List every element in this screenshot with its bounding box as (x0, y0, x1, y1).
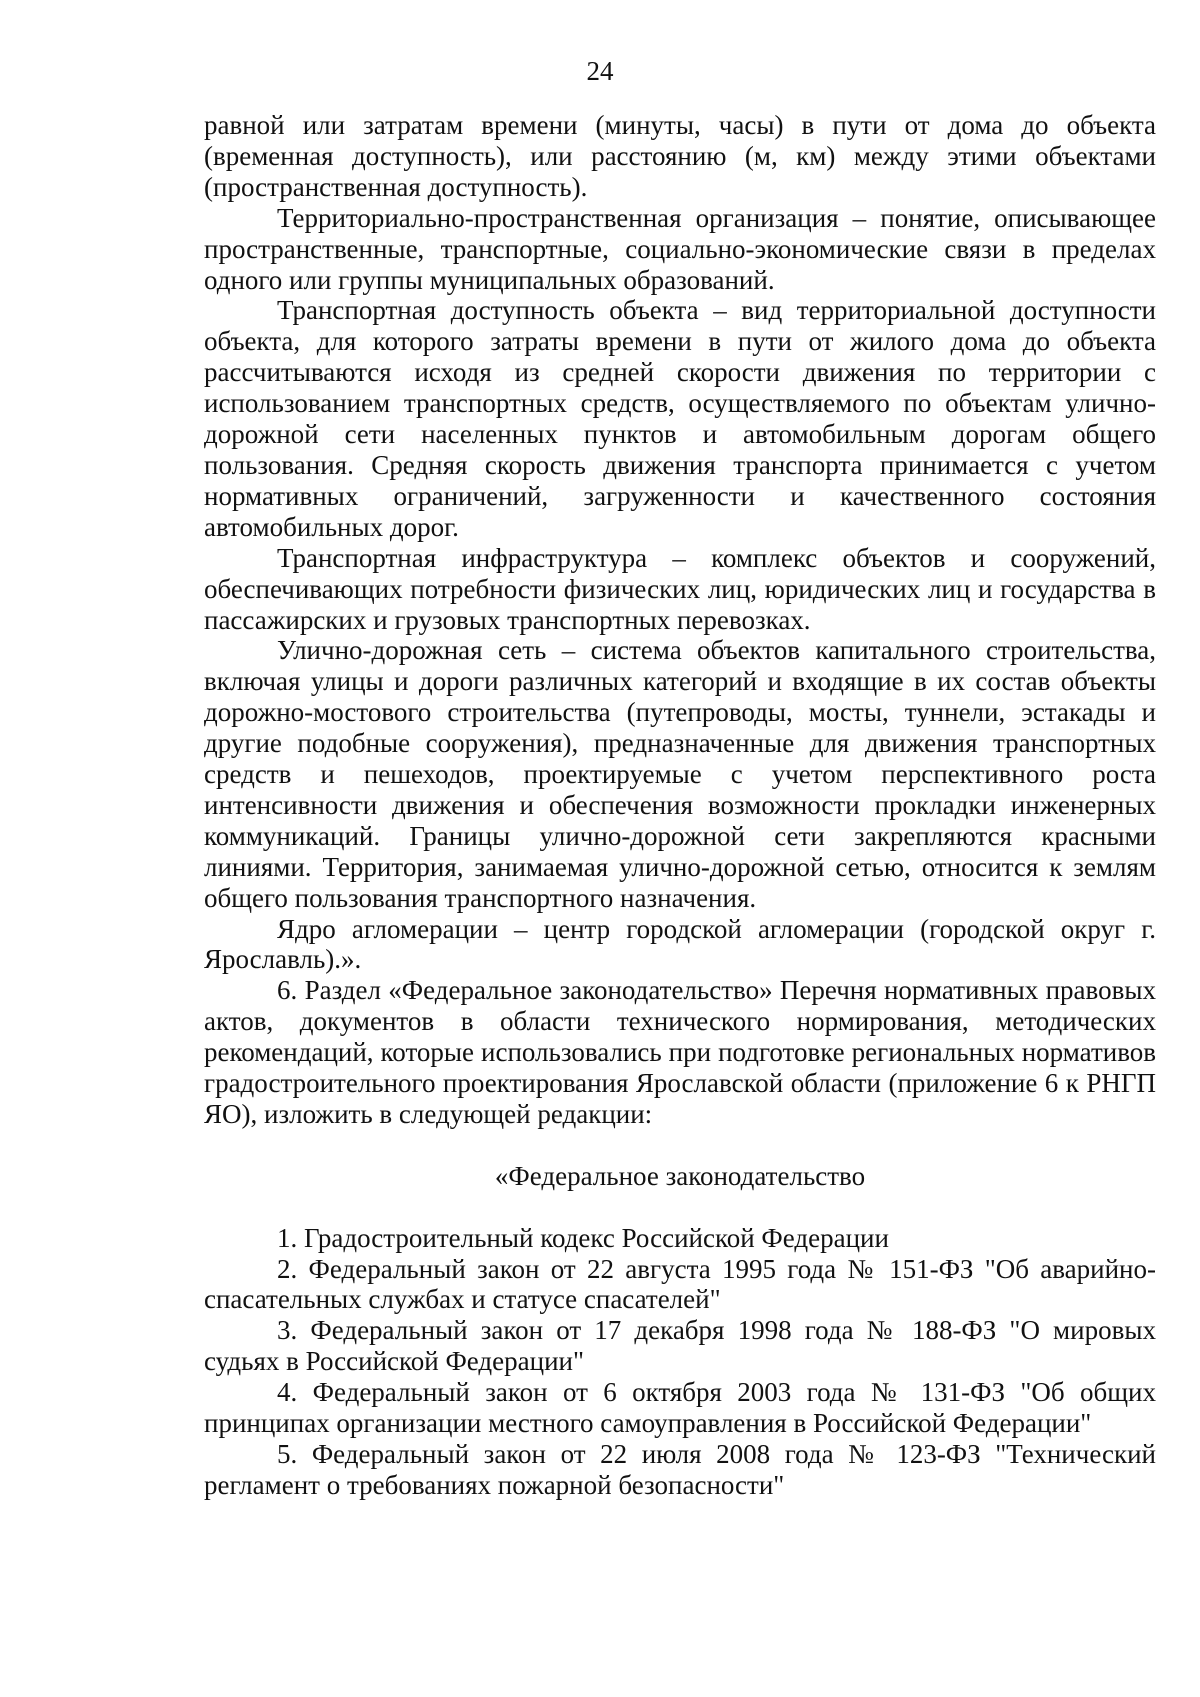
law-list-item: 3. Федеральный закон от 17 декабря 1998 года № 188-ФЗ "О мировых судьях в Российской Федерации" (204, 1315, 1156, 1377)
law-list-item: 1. Градостроительный кодекс Российской Федерации (277, 1222, 889, 1253)
paragraph-continuation: равной или затратам времени (минуты, часы) в пути от дома до объекта (временная доступность), или расстоянию (м, км) между этими объектами (пространственная доступность). (204, 110, 1156, 202)
paragraph-definition-street-road-network: Улично-дорожная сеть – система объектов капитального строительства, включая улицы и дороги различных категорий и входящие в их состав объекты дорожно-мостового строительства (путепроводы, мосты, туннели, эстакады и другие подобные сооружения), предназначенные для движения транспортных средств и пешеходов, проектируемые с учетом перспективного роста интенсивности движения и обеспечения возможности прокладки инженерных коммуникаций. Границы улично-дорожной сети закрепляются красными линиями. Территория, занимаемая улично-дорожной сетью, относится к землям общего пользования транспортного назначения. (204, 635, 1156, 913)
paragraph-definition-transport-accessibility: Транспортная доступность объекта – вид территориальной доступности объекта, для которого затраты времени в пути от жилого дома до объекта рассчитываются исходя из средней скорости движения по территории с использованием транспортных средств, осуществляемого по объектам улично-дорожной сети населенных пунктов и автомобильным дорогам общего пользования. Средняя скорость движения транспорта принимается с учетом нормативных ограничений, загруженности и качественного состояния автомобильных дорог. (204, 295, 1156, 542)
paragraph-definition-agglomeration-core: Ядро агломерации – центр городской агломерации (городской округ г. Ярославль).». (204, 913, 1156, 975)
spacer (204, 1192, 1156, 1223)
paragraph-definition-territorial-organization: Территориально-пространственная организация – понятие, описывающее пространственные, транспортные, социально-экономические связи в пределах одного или группы муниципальных образований. (204, 202, 1156, 295)
paragraph-amendment-item-6: 6. Раздел «Федеральное законодательство» Перечня нормативных правовых актов, документов в области технического нормирования, методических рекомендаций, которые использовались при подготовке региональных нормативов градостроительного проектирования Ярославской области (приложение 6 к РНГП ЯО), изложить в следующей редакции: (204, 975, 1156, 1129)
paragraph-definition-transport-infrastructure: Транспортная инфраструктура – комплекс объектов и сооружений, обеспечивающих потребности физических лиц, юридических лиц и государства в пассажирских и грузовых транспортных перевозках. (204, 542, 1156, 635)
section-heading: «Федеральное законодательство (494, 1160, 866, 1191)
law-list-item: 5. Федеральный закон от 22 июля 2008 года № 123-ФЗ "Технический регламент о требованиях пожарной безопасности" (204, 1438, 1156, 1500)
page-number: 24 (586, 56, 614, 86)
law-list-item: 2. Федеральный закон от 22 августа 1995 года № 151-ФЗ "Об аварийно-спасательных службах и статусе спасателей" (204, 1253, 1156, 1315)
spacer (204, 1130, 1156, 1161)
document-body (204, 110, 1156, 1501)
law-list-item: 4. Федеральный закон от 6 октября 2003 года № 131-ФЗ "Об общих принципах организации местного самоуправления в Российской Федерации" (204, 1377, 1156, 1439)
